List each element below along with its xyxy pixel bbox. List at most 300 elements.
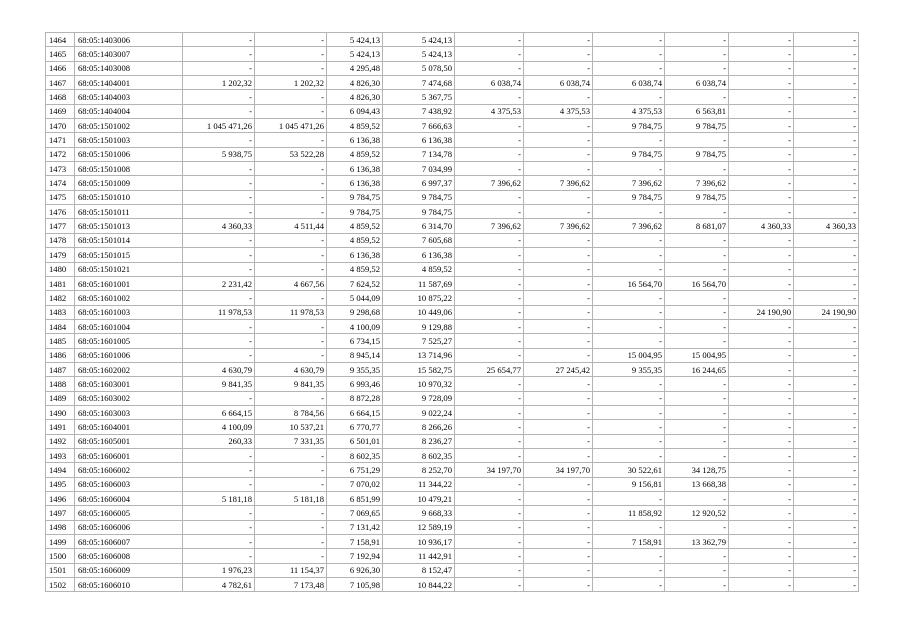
value-cell: 6 038,74 bbox=[455, 76, 524, 90]
value-cell: 9 129,88 bbox=[383, 319, 455, 333]
value-cell: 10 449,06 bbox=[383, 305, 455, 319]
value-cell: 7 134,78 bbox=[383, 147, 455, 161]
value-cell: - bbox=[524, 47, 593, 61]
value-cell: 7 666,63 bbox=[383, 119, 455, 133]
value-cell: - bbox=[455, 305, 524, 319]
value-cell: - bbox=[255, 104, 327, 118]
cadastral-code-cell: 68:05:1403008 bbox=[75, 61, 183, 75]
value-cell: 9 156,81 bbox=[593, 477, 665, 491]
value-cell: - bbox=[794, 463, 859, 477]
cadastral-code-cell: 68:05:1501021 bbox=[75, 262, 183, 276]
value-cell: 6 038,74 bbox=[665, 76, 729, 90]
cadastral-code-cell: 68:05:1404003 bbox=[75, 90, 183, 104]
value-cell: - bbox=[729, 506, 794, 520]
value-cell: - bbox=[729, 391, 794, 405]
value-cell: 4 100,09 bbox=[327, 319, 383, 333]
value-cell: - bbox=[524, 578, 593, 592]
value-cell: - bbox=[524, 190, 593, 204]
value-cell: 5 424,13 bbox=[327, 47, 383, 61]
value-cell: - bbox=[524, 233, 593, 247]
value-cell: - bbox=[665, 319, 729, 333]
value-cell: - bbox=[255, 319, 327, 333]
value-cell: 5 181,18 bbox=[183, 492, 255, 506]
value-cell: 5 078,50 bbox=[383, 61, 455, 75]
table-body bbox=[46, 33, 859, 592]
value-cell: - bbox=[255, 90, 327, 104]
cadastral-code-cell: 68:05:1606004 bbox=[75, 492, 183, 506]
table-row bbox=[46, 219, 859, 233]
cadastral-code-cell: 68:05:1501009 bbox=[75, 176, 183, 190]
cadastral-code-cell: 68:05:1501011 bbox=[75, 205, 183, 219]
value-cell: - bbox=[729, 492, 794, 506]
value-cell: 7 105,98 bbox=[327, 578, 383, 592]
row-number-cell: 1498 bbox=[46, 520, 75, 534]
value-cell: 34 197,70 bbox=[455, 463, 524, 477]
value-cell: 8 681,07 bbox=[665, 219, 729, 233]
value-cell: - bbox=[794, 248, 859, 262]
value-cell: 10 875,22 bbox=[383, 291, 455, 305]
cadastral-code-cell: 68:05:1601003 bbox=[75, 305, 183, 319]
value-cell: 9 841,35 bbox=[255, 377, 327, 391]
value-cell: - bbox=[524, 520, 593, 534]
value-cell: 7 396,62 bbox=[593, 176, 665, 190]
value-cell: 9 784,75 bbox=[665, 190, 729, 204]
value-cell: - bbox=[665, 133, 729, 147]
value-cell: 7 331,35 bbox=[255, 434, 327, 448]
value-cell: - bbox=[665, 262, 729, 276]
value-cell: - bbox=[593, 391, 665, 405]
value-cell: - bbox=[255, 33, 327, 47]
value-cell: 4 859,52 bbox=[327, 219, 383, 233]
value-cell: - bbox=[665, 233, 729, 247]
value-cell: - bbox=[665, 578, 729, 592]
cadastral-code-cell: 68:05:1404001 bbox=[75, 76, 183, 90]
value-cell: 30 522,61 bbox=[593, 463, 665, 477]
row-number-cell: 1473 bbox=[46, 162, 75, 176]
value-cell: 11 978,53 bbox=[183, 305, 255, 319]
value-cell: - bbox=[524, 434, 593, 448]
value-cell: 4 859,52 bbox=[327, 147, 383, 161]
value-cell: - bbox=[593, 520, 665, 534]
value-cell: - bbox=[183, 190, 255, 204]
value-cell: - bbox=[183, 448, 255, 462]
value-cell: - bbox=[255, 233, 327, 247]
value-cell: - bbox=[255, 205, 327, 219]
cadastral-code-cell: 68:05:1606002 bbox=[75, 463, 183, 477]
row-number-cell: 1469 bbox=[46, 104, 75, 118]
row-number-cell: 1481 bbox=[46, 276, 75, 290]
value-cell: 8 266,26 bbox=[383, 420, 455, 434]
cadastral-code-cell: 68:05:1501013 bbox=[75, 219, 183, 233]
value-cell: - bbox=[455, 520, 524, 534]
value-cell: - bbox=[455, 563, 524, 577]
cadastral-code-cell: 68:05:1601004 bbox=[75, 319, 183, 333]
table-row bbox=[46, 90, 859, 104]
value-cell: - bbox=[794, 119, 859, 133]
value-cell: 7 158,91 bbox=[593, 535, 665, 549]
value-cell: - bbox=[794, 348, 859, 362]
value-cell: - bbox=[794, 377, 859, 391]
cadastral-code-cell: 68:05:1606009 bbox=[75, 563, 183, 577]
value-cell: - bbox=[794, 33, 859, 47]
value-cell: - bbox=[524, 119, 593, 133]
value-cell: - bbox=[665, 405, 729, 419]
value-cell: 7 070,02 bbox=[327, 477, 383, 491]
value-cell: - bbox=[794, 319, 859, 333]
value-cell: 6 664,15 bbox=[183, 405, 255, 419]
value-cell: 5 044,09 bbox=[327, 291, 383, 305]
value-cell: - bbox=[455, 147, 524, 161]
row-number-cell: 1502 bbox=[46, 578, 75, 592]
value-cell: 6 136,38 bbox=[327, 162, 383, 176]
value-cell: - bbox=[593, 33, 665, 47]
value-cell: 6 926,30 bbox=[327, 563, 383, 577]
value-cell: - bbox=[665, 61, 729, 75]
value-cell: - bbox=[794, 205, 859, 219]
value-cell: - bbox=[455, 477, 524, 491]
value-cell: - bbox=[524, 420, 593, 434]
value-cell: 5 367,75 bbox=[383, 90, 455, 104]
table-row bbox=[46, 190, 859, 204]
row-number-cell: 1474 bbox=[46, 176, 75, 190]
value-cell: - bbox=[183, 506, 255, 520]
value-cell: 4 859,52 bbox=[327, 233, 383, 247]
value-cell: - bbox=[255, 47, 327, 61]
value-cell: 6 734,15 bbox=[327, 334, 383, 348]
value-cell: 1 045 471,26 bbox=[183, 119, 255, 133]
value-cell: 10 537,21 bbox=[255, 420, 327, 434]
value-cell: - bbox=[729, 133, 794, 147]
value-cell: - bbox=[729, 147, 794, 161]
value-cell: - bbox=[794, 90, 859, 104]
value-cell: - bbox=[729, 162, 794, 176]
value-cell: 6 770,77 bbox=[327, 420, 383, 434]
value-cell: - bbox=[729, 76, 794, 90]
row-number-cell: 1499 bbox=[46, 535, 75, 549]
table-row bbox=[46, 104, 859, 118]
cadastral-code-cell: 68:05:1602002 bbox=[75, 362, 183, 376]
value-cell: - bbox=[794, 535, 859, 549]
value-cell: - bbox=[455, 33, 524, 47]
value-cell: 6 563,81 bbox=[665, 104, 729, 118]
value-cell: - bbox=[593, 420, 665, 434]
value-cell: - bbox=[183, 535, 255, 549]
value-cell: - bbox=[729, 448, 794, 462]
value-cell: - bbox=[183, 61, 255, 75]
cadastral-code-cell: 68:05:1606005 bbox=[75, 506, 183, 520]
value-cell: 13 362,79 bbox=[665, 535, 729, 549]
row-number-cell: 1486 bbox=[46, 348, 75, 362]
value-cell: 6 038,74 bbox=[593, 76, 665, 90]
table-row bbox=[46, 448, 859, 462]
value-cell: - bbox=[593, 233, 665, 247]
cadastral-code-cell: 68:05:1403007 bbox=[75, 47, 183, 61]
value-cell: - bbox=[593, 205, 665, 219]
value-cell: - bbox=[455, 377, 524, 391]
data-table bbox=[45, 32, 859, 592]
value-cell: - bbox=[183, 262, 255, 276]
row-number-cell: 1497 bbox=[46, 506, 75, 520]
value-cell: 9 784,75 bbox=[593, 190, 665, 204]
cadastral-code-cell: 68:05:1501006 bbox=[75, 147, 183, 161]
value-cell: - bbox=[455, 276, 524, 290]
value-cell: - bbox=[524, 334, 593, 348]
table-row bbox=[46, 233, 859, 247]
value-cell: - bbox=[729, 420, 794, 434]
value-cell: 5 424,13 bbox=[327, 33, 383, 47]
value-cell: 7 396,62 bbox=[455, 219, 524, 233]
value-cell: - bbox=[524, 305, 593, 319]
value-cell: - bbox=[455, 262, 524, 276]
value-cell: - bbox=[729, 248, 794, 262]
row-number-cell: 1472 bbox=[46, 147, 75, 161]
cadastral-code-cell: 68:05:1501008 bbox=[75, 162, 183, 176]
table-row bbox=[46, 434, 859, 448]
value-cell: - bbox=[729, 463, 794, 477]
value-cell: - bbox=[593, 291, 665, 305]
value-cell: - bbox=[455, 334, 524, 348]
table-row bbox=[46, 33, 859, 47]
value-cell: - bbox=[455, 119, 524, 133]
value-cell: 11 978,53 bbox=[255, 305, 327, 319]
value-cell: 6 136,38 bbox=[327, 176, 383, 190]
value-cell: - bbox=[729, 119, 794, 133]
row-number-cell: 1466 bbox=[46, 61, 75, 75]
value-cell: 7 438,92 bbox=[383, 104, 455, 118]
value-cell: 9 784,75 bbox=[327, 190, 383, 204]
table-row bbox=[46, 61, 859, 75]
value-cell: 4 826,30 bbox=[327, 90, 383, 104]
value-cell: - bbox=[524, 348, 593, 362]
value-cell: - bbox=[524, 133, 593, 147]
value-cell: 8 152,47 bbox=[383, 563, 455, 577]
value-cell: - bbox=[255, 262, 327, 276]
value-cell: - bbox=[524, 162, 593, 176]
cadastral-code-cell: 68:05:1601002 bbox=[75, 291, 183, 305]
value-cell: - bbox=[455, 291, 524, 305]
table-row bbox=[46, 176, 859, 190]
value-cell: 6 997,37 bbox=[383, 176, 455, 190]
value-cell: - bbox=[794, 47, 859, 61]
value-cell: - bbox=[455, 535, 524, 549]
value-cell: - bbox=[524, 563, 593, 577]
row-number-cell: 1487 bbox=[46, 362, 75, 376]
row-number-cell: 1465 bbox=[46, 47, 75, 61]
value-cell: - bbox=[729, 205, 794, 219]
cadastral-code-cell: 68:05:1606006 bbox=[75, 520, 183, 534]
table-row bbox=[46, 133, 859, 147]
value-cell: 10 479,21 bbox=[383, 492, 455, 506]
value-cell: - bbox=[665, 90, 729, 104]
value-cell: - bbox=[255, 448, 327, 462]
value-cell: 1 976,23 bbox=[183, 563, 255, 577]
value-cell: 6 038,74 bbox=[524, 76, 593, 90]
value-cell: - bbox=[524, 448, 593, 462]
value-cell: - bbox=[455, 549, 524, 563]
value-cell: - bbox=[593, 248, 665, 262]
value-cell: - bbox=[665, 248, 729, 262]
value-cell: 4 375,53 bbox=[593, 104, 665, 118]
value-cell: - bbox=[524, 506, 593, 520]
value-cell: 4 360,33 bbox=[183, 219, 255, 233]
value-cell: - bbox=[665, 291, 729, 305]
value-cell: - bbox=[183, 520, 255, 534]
value-cell: - bbox=[183, 33, 255, 47]
value-cell: - bbox=[524, 319, 593, 333]
value-cell: 6 751,29 bbox=[327, 463, 383, 477]
value-cell: 34 197,70 bbox=[524, 463, 593, 477]
value-cell: - bbox=[729, 276, 794, 290]
value-cell: - bbox=[665, 549, 729, 563]
value-cell: - bbox=[183, 47, 255, 61]
table-row bbox=[46, 319, 859, 333]
value-cell: - bbox=[729, 549, 794, 563]
value-cell: 6 851,99 bbox=[327, 492, 383, 506]
value-cell: 2 231,42 bbox=[183, 276, 255, 290]
value-cell: 5 424,13 bbox=[383, 33, 455, 47]
value-cell: - bbox=[665, 492, 729, 506]
value-cell: - bbox=[729, 477, 794, 491]
value-cell: - bbox=[593, 47, 665, 61]
value-cell: - bbox=[794, 133, 859, 147]
value-cell: - bbox=[455, 190, 524, 204]
value-cell: - bbox=[665, 420, 729, 434]
value-cell: - bbox=[593, 492, 665, 506]
value-cell: 11 442,91 bbox=[383, 549, 455, 563]
value-cell: - bbox=[455, 47, 524, 61]
value-cell: 1 045 471,26 bbox=[255, 119, 327, 133]
cadastral-code-cell: 68:05:1403006 bbox=[75, 33, 183, 47]
value-cell: 10 844,22 bbox=[383, 578, 455, 592]
value-cell: - bbox=[255, 190, 327, 204]
value-cell: 4 360,33 bbox=[729, 219, 794, 233]
value-cell: - bbox=[524, 291, 593, 305]
table-row bbox=[46, 405, 859, 419]
row-number-cell: 1490 bbox=[46, 405, 75, 419]
value-cell: - bbox=[183, 463, 255, 477]
cadastral-code-cell: 68:05:1604001 bbox=[75, 420, 183, 434]
value-cell: 34 128,75 bbox=[665, 463, 729, 477]
value-cell: - bbox=[593, 334, 665, 348]
value-cell: 16 564,70 bbox=[665, 276, 729, 290]
value-cell: 7 474,68 bbox=[383, 76, 455, 90]
value-cell: - bbox=[794, 291, 859, 305]
value-cell: - bbox=[255, 176, 327, 190]
value-cell: - bbox=[183, 549, 255, 563]
value-cell: - bbox=[255, 291, 327, 305]
value-cell: 6 314,70 bbox=[383, 219, 455, 233]
value-cell: - bbox=[794, 147, 859, 161]
value-cell: 7 173,48 bbox=[255, 578, 327, 592]
value-cell: - bbox=[794, 549, 859, 563]
value-cell: 15 582,75 bbox=[383, 362, 455, 376]
value-cell: - bbox=[183, 291, 255, 305]
row-number-cell: 1476 bbox=[46, 205, 75, 219]
row-number-cell: 1500 bbox=[46, 549, 75, 563]
row-number-cell: 1478 bbox=[46, 233, 75, 247]
value-cell: - bbox=[255, 463, 327, 477]
value-cell: - bbox=[665, 47, 729, 61]
value-cell: 27 245,42 bbox=[524, 362, 593, 376]
value-cell: - bbox=[183, 334, 255, 348]
value-cell: 13 714,96 bbox=[383, 348, 455, 362]
value-cell: 7 525,27 bbox=[383, 334, 455, 348]
value-cell: 7 396,62 bbox=[524, 176, 593, 190]
value-cell: 9 784,75 bbox=[665, 147, 729, 161]
value-cell: 4 360,33 bbox=[794, 219, 859, 233]
value-cell: - bbox=[729, 362, 794, 376]
value-cell: - bbox=[255, 391, 327, 405]
value-cell: 8 236,27 bbox=[383, 434, 455, 448]
value-cell: - bbox=[524, 33, 593, 47]
row-number-cell: 1491 bbox=[46, 420, 75, 434]
value-cell: - bbox=[665, 391, 729, 405]
table-row bbox=[46, 76, 859, 90]
value-cell: - bbox=[794, 520, 859, 534]
value-cell: - bbox=[665, 448, 729, 462]
value-cell: 1 202,32 bbox=[183, 76, 255, 90]
cadastral-code-cell: 68:05:1601001 bbox=[75, 276, 183, 290]
value-cell: - bbox=[593, 305, 665, 319]
value-cell: - bbox=[794, 176, 859, 190]
value-cell: - bbox=[794, 477, 859, 491]
value-cell: 6 094,43 bbox=[327, 104, 383, 118]
row-number-cell: 1464 bbox=[46, 33, 75, 47]
value-cell: 8 872,28 bbox=[327, 391, 383, 405]
value-cell: 4 375,53 bbox=[455, 104, 524, 118]
value-cell: 6 993,46 bbox=[327, 377, 383, 391]
value-cell: - bbox=[593, 377, 665, 391]
value-cell: 7 605,68 bbox=[383, 233, 455, 247]
value-cell: - bbox=[593, 448, 665, 462]
value-cell: 8 602,35 bbox=[383, 448, 455, 462]
value-cell: 4 859,52 bbox=[383, 262, 455, 276]
row-number-cell: 1483 bbox=[46, 305, 75, 319]
cadastral-code-cell: 68:05:1501014 bbox=[75, 233, 183, 247]
table-row bbox=[46, 549, 859, 563]
value-cell: 4 511,44 bbox=[255, 219, 327, 233]
value-cell: 4 667,56 bbox=[255, 276, 327, 290]
value-cell: - bbox=[729, 405, 794, 419]
value-cell: - bbox=[455, 162, 524, 176]
value-cell: - bbox=[794, 391, 859, 405]
value-cell: - bbox=[455, 492, 524, 506]
value-cell: - bbox=[455, 90, 524, 104]
value-cell: - bbox=[794, 492, 859, 506]
cadastral-code-cell: 68:05:1606003 bbox=[75, 477, 183, 491]
value-cell: - bbox=[455, 448, 524, 462]
row-number-cell: 1480 bbox=[46, 262, 75, 276]
value-cell: - bbox=[183, 104, 255, 118]
table-row bbox=[46, 420, 859, 434]
value-cell: - bbox=[455, 434, 524, 448]
row-number-cell: 1485 bbox=[46, 334, 75, 348]
table-row bbox=[46, 305, 859, 319]
row-number-cell: 1501 bbox=[46, 563, 75, 577]
value-cell: - bbox=[455, 506, 524, 520]
row-number-cell: 1471 bbox=[46, 133, 75, 147]
value-cell: 11 858,92 bbox=[593, 506, 665, 520]
value-cell: - bbox=[455, 205, 524, 219]
table-row bbox=[46, 119, 859, 133]
row-number-cell: 1494 bbox=[46, 463, 75, 477]
value-cell: - bbox=[794, 434, 859, 448]
value-cell: 11 587,69 bbox=[383, 276, 455, 290]
value-cell: 8 252,70 bbox=[383, 463, 455, 477]
value-cell: - bbox=[255, 61, 327, 75]
value-cell: - bbox=[794, 233, 859, 247]
value-cell: - bbox=[794, 104, 859, 118]
